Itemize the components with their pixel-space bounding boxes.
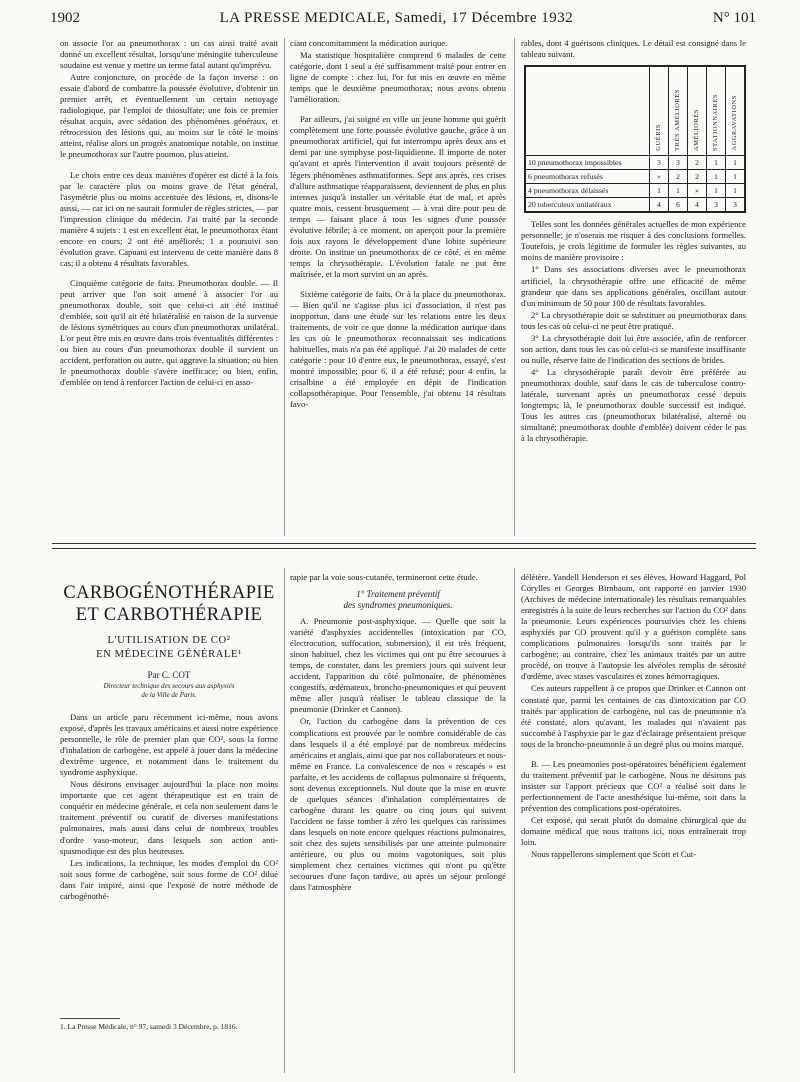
- article-subtitle-line: L'UTILISATION DE CO²: [107, 635, 231, 646]
- table-corner: [526, 67, 650, 156]
- row-label: 10 pneumothorax impossibles: [526, 156, 650, 170]
- table-cell: 1: [707, 156, 726, 170]
- table-cell: 1: [726, 170, 745, 184]
- column-header: [650, 67, 669, 156]
- column-header: [707, 67, 726, 156]
- table-cell: 1: [650, 184, 669, 198]
- lower-column-1: [60, 712, 278, 902]
- table-cell: 1: [707, 184, 726, 198]
- column-rule: [284, 38, 285, 536]
- paragraph: Nous rappellerons simplement que Scott et Cut-: [531, 849, 697, 860]
- table-cell: 1: [726, 156, 745, 170]
- table-cell: 4: [688, 198, 707, 212]
- lower-column-3: [521, 572, 746, 860]
- table-header-row: [526, 67, 745, 156]
- column-rule: [284, 568, 285, 1073]
- paragraph: A. Pneumonie post-asphyxique. — Quelle que soit la variété d'asphyxies accidentelles (intoxication par CO, électrocution, suffocation, submersion), il est très fréquent, sinon habituel, chez les victimes qui ont pu être secourues à temps, de constater, dans les premiers jours qui suivent leur accident, l'apparition du côté pulmonaire, de phénomènes congestifs, œdémateux, broncho-pneumoniques et qui peuvent même aller jusqu'à réaliser le tableau classique de la pneumonie (Drinker et Cannon).: [290, 616, 506, 715]
- footnote: [60, 1018, 278, 1032]
- section-paragraph: Cinquième catégorie de faits. Pneumothorax double. — Il peut arriver que l'on soit amené à associer l'or au pneumothorax double, soit que celui-ci ait été institué d'emblée, soit qu'il ait été bilatéralisé en raison de la survenue de lésions symétriques au cours d'un pneumothorax unilatéral. L'or peut être mis en œuvre dans trois éventualités différentes : ou bien au cours d'un pneumothorax double il survient un accident, perforation ou autre, qui aggrave la situation; ou bien le pneumothorax double s'avère inefficace; ou bien, enfin, d'emblée on tend à renforcer l'action de celui-ci en asso-: [60, 277, 278, 388]
- paragraph: Les indications, la technique, les modes d'emploi du CO² soit sous forme de carbogène, soit sous forme de CO² dilué dans l'air inspiré, ainsi que l'exposé de notre méthode de carbogénothé-: [60, 857, 278, 901]
- footnote-rule: [60, 1018, 120, 1019]
- table-row: [526, 184, 745, 198]
- table-cell: 1: [669, 184, 688, 198]
- column-header-label: GUÉRIS: [655, 124, 663, 152]
- column-header-label: AGGRAVATIONS: [731, 95, 739, 152]
- table-cell: 4: [650, 198, 669, 212]
- journal-title: LA PRESSE MEDICALE: [219, 9, 387, 26]
- upper-column-1: [60, 38, 278, 388]
- page-number: 1902: [50, 9, 80, 26]
- upper-column-3: [521, 38, 746, 444]
- table-cell: 3: [669, 156, 688, 170]
- table-cell: »: [688, 184, 707, 198]
- section-divider: [52, 543, 756, 549]
- paragraph: B. — Les pneumonies post-opératoires bénéficient également du traitement préventif par le carbogène. Nous ne désirons pas insister sur l'apport précieux que CO² a réalisé soit dans le perfectionnement de l'acte anesthésique lui-même, soit dans la prévention des complications post-opératoires.: [521, 758, 746, 813]
- paragraph: Ces auteurs rappellent à ce propos que Drinker et Cannon ont constaté que, parmi les centaines de cas d'intoxication par CO traités par application de carbogène, nul cas de pneumonie n'a été constaté, alors qu'avant, les malades qui n'avaient pas succombé à l'asphyxie par le gaz d'éclairage présentaient presque tous de la broncho-pneumonie à un degré plus ou moins marqué.: [521, 683, 746, 749]
- article-title-line: ET CARBOTHÉRAPIE: [75, 605, 263, 625]
- table-cell: 3: [707, 198, 726, 212]
- column-header: [688, 67, 707, 156]
- article-title-line: CARBOGÉNOTHÉRAPIE: [63, 583, 275, 603]
- issue-number: N° 101: [712, 9, 756, 26]
- table-cell: 1: [726, 184, 745, 198]
- paragraph: rapie par la voie sous-cutanée, termineront cette étude.: [290, 572, 478, 582]
- column-header: [669, 67, 688, 156]
- section-heading-line: 1° Traitement préventif: [356, 589, 440, 600]
- table-cell: 6: [669, 198, 688, 212]
- column-header: [726, 67, 745, 156]
- article-header: [60, 560, 278, 700]
- article-subtitle: [60, 634, 278, 662]
- paragraph: 2° La chrysothérapie doit se substituer au pneumothorax dans tous les cas où celui-ci ne peut être pratiqué.: [521, 309, 746, 331]
- paragraph: 3° La chrysothérapie doit lui être associée, afin de renforcer son action, dans tous les cas où celui-ci se manifeste insuffisante ou nulle, réserve faite de l'indication des sections de brides.: [521, 332, 746, 365]
- table-cell: 3: [726, 198, 745, 212]
- results-table: [524, 65, 746, 213]
- paragraph: 4° La chrysothérapie paraît devoir être préférée au pneumothorax double, sauf dans le cas de tuberculose contro-latérale, survenant après un pneumothorax cessé depuis longtemps; là, le pneumothorax double successif est indiqué. Tous les autres cas (pneumothorax bilatéralisé, alterné ou simultané; pneumothorax double d'emblée) doivent céder le pas à la chrysothérapie.: [521, 366, 746, 444]
- row-label: 6 pneumothorax refusés: [526, 170, 650, 184]
- table-cell: 2: [688, 170, 707, 184]
- lower-column-2: [290, 572, 506, 893]
- column-header-label: STATIONNAIRES: [712, 94, 720, 152]
- section-paragraph: Sixième catégorie de faits. Or à la place du pneumothorax. — Bien qu'il ne s'agisse plus ici d'association, il n'est pas inopportun, dans une étude sur les relations entre les deux traitements, de voir ce que donne la médication aurique dans les cas où le pneumothorax reconnaissait ses indications habituelles, mais n'a pas été appliqué. J'ai 20 malades de cette catégorie : pour 10 d'entre eux, le pneumothorax, essayé, s'est montré impossible; pour 6, il a été refusé; pour 4 enfin, la crisalbine a été employée en dépit de l'indication collapsothérapique. Pour l'ensemble, j'ai obtenu 14 résultats favo-: [290, 288, 506, 410]
- paragraph: Cet exposé, qui serait plutôt du domaine chirurgical que du domaine médical que nous traitons ici, nous entraînerait trop loin.: [521, 814, 746, 848]
- paragraph: Le choix entre ces deux manières d'opérer est dicté à la fois par le caractère plus ou moins grave de l'état général, l'asymétrie plus ou moins accentuée des lésions, et, disons-le aussi, — car ici on ne saurait formuler de règles strictes, — par l'impression clinique du médecin. J'ai traité par la seconde manière 4 sujets : 1 est en excellent état, le pneumothorax étant encore en cours; 2 ont été améliorés; 1 a poursuivi son évolution grave. Capuani est intervenu de cette manière dans 8 cas; il a obtenu 4 résultats favorables.: [60, 169, 278, 268]
- table-cell: »: [650, 170, 669, 184]
- paragraph: 1° Dans ses associations diverses avec le pneumothorax artificiel, la chrysothérapie offre une efficacité de même grandeur que dans ses applications générales, oscillant autour d'un minimum de 50 pour 100 de résultats favorables.: [521, 264, 746, 308]
- upper-column-2: [290, 38, 506, 411]
- table-cell: 2: [688, 156, 707, 170]
- affiliation-line: Directeur technique des secours aux asphyxiés: [103, 682, 235, 690]
- paragraph: rables, dont 4 guérisons cliniques. Le détail est consigné dans le tableau suivant.: [521, 38, 746, 60]
- paragraph: Telles sont les données générales actuelles de mon expérience personnelle; je n'oserais me risquer à des conclusions formelles. Toutefois, je crois légitime de formuler les règles suivantes, au moins de manière provisoire :: [521, 219, 746, 263]
- paragraph: Dans un article paru récemment ici-même, nous avons exposé, d'après les travaux américains et aussi notre expérience personnelle, le rôle de premier plan que CO², sous la forme d'inhalation de carbogène, est appelé à jouer dans la médecine d'extrême urgence, et notamment dans le traitement du syndrome asphyxique.: [60, 712, 278, 778]
- section-heading: [290, 589, 506, 611]
- page-header: [50, 6, 756, 30]
- paragraph: Or, l'action du carbogène dans la prévention de ces complications est prouvée par le nombre considérable de cas dans lesquels il a été employé par de nombreux médecins américains et anglais, ainsi que par nos collaborateurs et nous-même en France. La convalescence de nos « rescapés » est parfaite, et les accidents de collapsus pulmonaire si fréquents, sont devenus exceptionnels. Nul doute que la mise en œuvre de quelques séances d'inhalation complémentaires de carbogène durant les quatre ou cinq jours qui suivent l'accident ne fasse tomber à zéro les quelques cas rarissimes dans lesquels on note encore quelques réactions pulmonaires, soit chez des sujets sensibilisés par une atteinte pulmonaire antérieure, ou plus ou moins vagotoniques, soit plus simplement chez certaines victimes qui n'ont pu qu'être secourues d'une façon tardive, ou après un séjour prolongé dans l'atmosphère: [290, 716, 506, 893]
- table-total-row: [526, 198, 745, 212]
- row-label: 4 pneumothorax délaissés: [526, 184, 650, 198]
- column-header-label: TRÈS AMÉLIORÉS: [674, 89, 682, 152]
- table-row: [526, 170, 745, 184]
- article-subtitle-line: EN MÉDECINE GÉNÉRALE¹: [96, 649, 242, 660]
- table-cell: 2: [669, 170, 688, 184]
- paragraph: on associe l'or au pneumothorax : un cas ainsi traité avait donné un excellent résultat, lorsqu'une méningite tuberculeuse soudaine est venue y mettre un terme fatal autant qu'imprévu.: [60, 38, 278, 71]
- byline: Par C. COT: [147, 670, 191, 680]
- paragraph: Ma statistique hospitalière comprend 6 malades de cette catégorie, dont 1 seul a été suffisamment traité pour entrer en ligne de compte : chez lui, l'or fut mis en œuvre en même temps que le deuxième pneumothorax; nous avons obtenu l'amélioration.: [290, 50, 506, 105]
- paragraph: Autre conjoncture, on procède de la façon inverse : on essaie d'abord de combattre la poussée évolutive, d'obtenir un premier arrêt, et éventuellement un certain nettoyage radiologique, par l'emploi de thiosulfate; une fois ce premier résultat acquis, avec sédation des phénomènes généraux, et rétrocession des lésions qui, au moins sur le côté le moins atteint, réalise alors un progrès anatomique notable, on institue le pneumothorax sur l'autre poumon, plus atteint.: [60, 72, 278, 160]
- section-heading-line: des syndromes pneumoniques.: [343, 600, 453, 611]
- author-affiliation: [60, 682, 278, 700]
- issue-date: Samedi, 17 Décembre 1932: [394, 9, 574, 26]
- paragraph: Par ailleurs, j'ai soigné en ville un jeune homme qui guérit complètement une forte poussée évolutive gauche, grâce à un pneumothorax artificiel, qui fut interrompu après deux ans et demi par une symphyse post-liquidienne. Il importe de noter qu'avant et après l'intervention il avait toujours présenté de légers phénomènes asthmatiformes. Sept ans après, ces crises d'allure asthmatique réapparaissent, deviennent de plus en plus intenses jusqu'à installer un véritable état de mal, et après quatre mois, cessent brusquement — à vrai dire pour peu de temps — faisant place à tous les signes d'une poussée évolutive fébrile; à ce moment, on aperçoit pour la première fois aux rayons le développement d'une lobite supérieure droite. On institue un pneumothorax de ce côté, et en même temps la chrysothérapie. L'évolution fatale ne put être maîtrisée, et la mort survint un an après.: [290, 114, 506, 279]
- column-rule: [514, 38, 515, 536]
- journal-title-date: LA PRESSE MEDICALE, Samedi, 17 Décembre 1932: [219, 9, 574, 26]
- column-rule: [514, 568, 515, 1073]
- affiliation-line: de la Ville de Paris.: [141, 691, 197, 699]
- table-cell: 1: [707, 170, 726, 184]
- column-header-label: AMÉLIORÉS: [693, 109, 701, 152]
- table-row: [526, 156, 745, 170]
- table-cell: 3: [650, 156, 669, 170]
- paragraph: ciant concomitamment la médication aurique.: [290, 38, 448, 48]
- paragraph: Nous désirons envisager aujourd'hui la place non moins importante que cet agent thérapeutique est en train de conquérir en médecine générale, et cela non seulement dans le traitement préventif ou curatif de diverses manifestations pulmonaires, mais aussi dans celui de nombreux troubles d'ordre vaso-moteur, dans lesquels son action anti-spasmodique est des plus heureuses.: [60, 779, 278, 856]
- footnote-text: 1. La Presse Médicale, n° 97, samedi 3 Décembre, p. 1816.: [60, 1022, 238, 1031]
- paragraph: délétère. Yandell Henderson et ses élèves, Howard Haggard, Pol Corylles et Georges Birnbaum, ont rapporté en janvier 1930 (Archives de médecine internationale) les résultats remarquables enregistrés à la suite de leurs recherches sur l'action du CO² dans la pneumonie. Leurs expériences poursuivies chez les chiens asphyxiés par CO prouvent qu'il y a guérison complète sans complications pulmonaires lorsqu'ils sont traités par le carbogène; au contraire, chez les animaux traités par un autre procédé, on trouve à l'autopsie les alvéoles remplis de sérosité d'œdème, avec stases vasculaires et zones hémorragiques.: [521, 572, 746, 682]
- article-title: [60, 582, 278, 626]
- row-label: 20 tuberculeux unilatéraux: [526, 198, 650, 212]
